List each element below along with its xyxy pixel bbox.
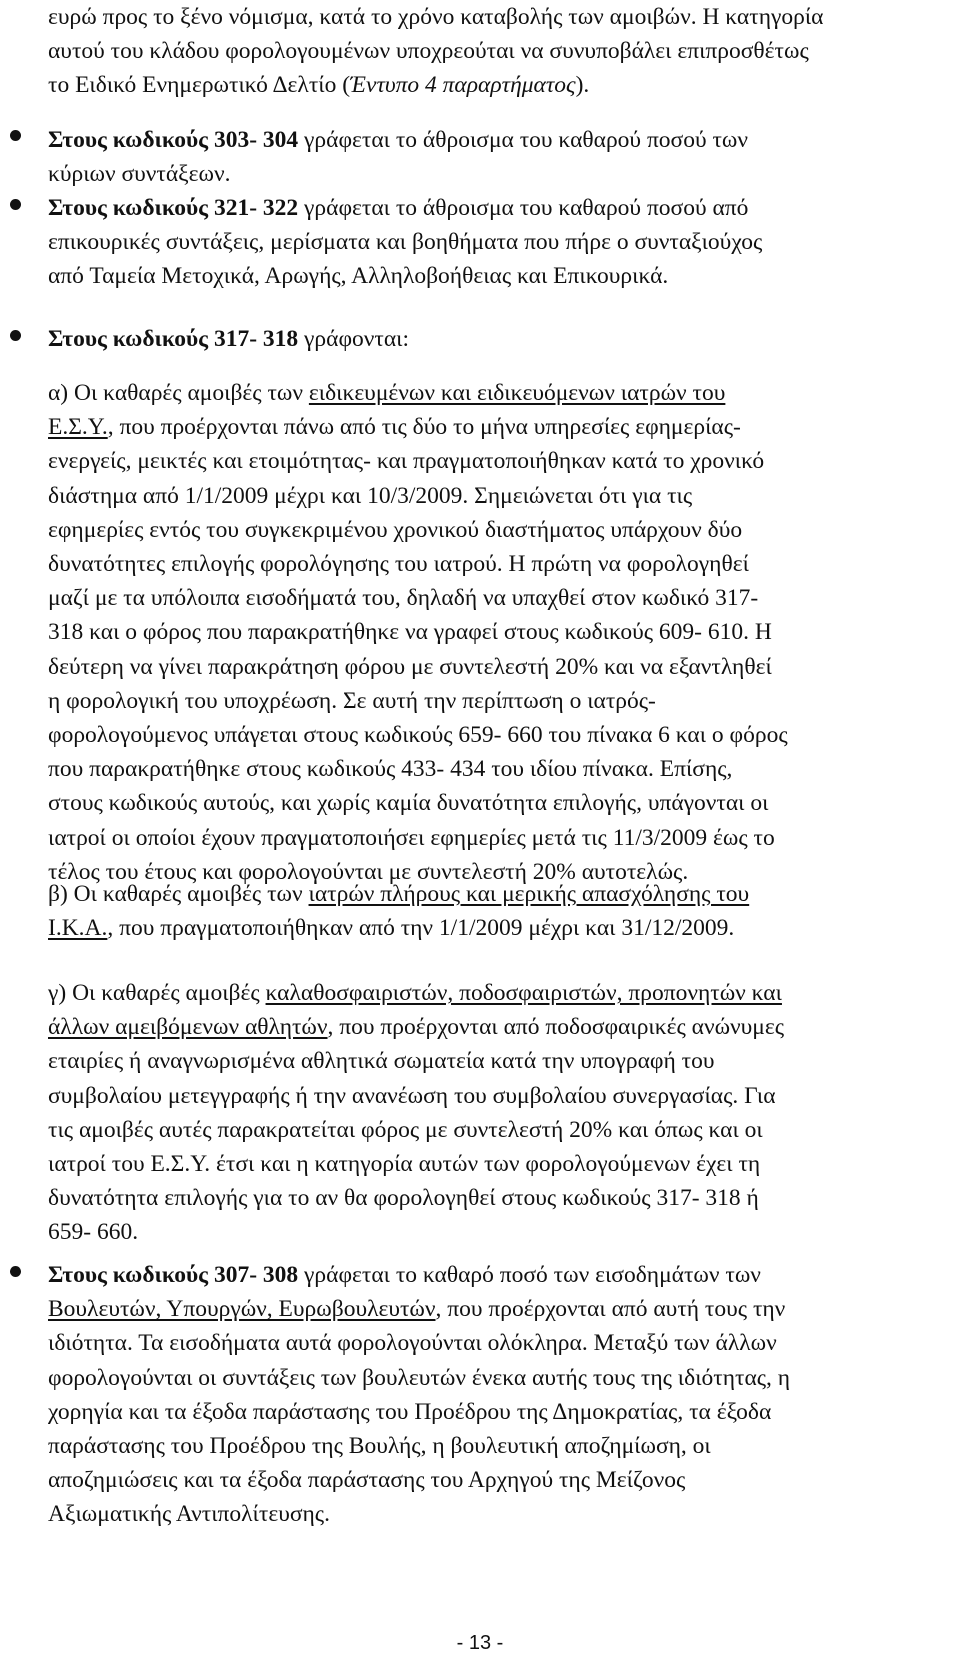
bullet-icon xyxy=(10,330,21,341)
text-line: χορηγία και τα έξοδα παράστασης του Προέδρου της Δημοκρατίας, τα έξοδα xyxy=(48,1398,772,1425)
intro-paragraph xyxy=(48,0,928,103)
text-line: αυτού του κλάδου φορολογουμένων υποχρεούται να συνυποβάλει επιπροσθέτως xyxy=(48,38,809,65)
text-line: συμβολαίου μετεγγραφής ή την ανανέωση του συμβολαίου συνεργασίας. Για xyxy=(48,1082,776,1109)
text-line: φορολογούνται οι συντάξεις των βουλευτών ένεκα αυτής τους της ιδιότητας, η xyxy=(48,1364,791,1391)
text-line: Στους κωδικούς 307- 308 γράφεται το καθαρό ποσό των εισοδημάτων των xyxy=(48,1262,761,1288)
bold-heading: Στους κωδικούς 317- 318 xyxy=(48,326,299,352)
text-line: ενεργείς, μεικτές και ετοιμότητας- και πραγματοποιήθηκαν κατά το χρονικό xyxy=(48,448,765,475)
text-line: εφημερίες εντός του συγκεκριμένου χρονικού διαστήματος υπάρχουν δύο xyxy=(48,516,743,543)
text-line: παράστασης του Προέδρου της Βουλής, η βουλευτική αποζημίωση, οι xyxy=(48,1433,711,1460)
text-line: μαζί με τα υπόλοιπα εισοδήματά του, δηλαδή να υπαχθεί στον κωδικό 317- xyxy=(48,585,759,612)
text-line: Στους κωδικούς 321- 322 γράφεται το άθροισμα του καθαρού ποσού από xyxy=(48,195,749,221)
bold-heading: Στους κωδικούς 321- 322 xyxy=(48,195,299,221)
bullet-codes-307-308 xyxy=(48,1258,928,1532)
sub-paragraph-b xyxy=(48,877,928,945)
text-line: Στους κωδικούς 317- 318 γράφονται: xyxy=(48,326,410,352)
page-number: - 13 - xyxy=(456,1632,504,1654)
text-line: 318 και ο φόρος που παρακρατήθηκε να γραφεί στους κωδικούς 609- 610. Η xyxy=(48,619,772,646)
text-line: α) Οι καθαρές αμοιβές των ειδικευμένων και ειδικευόμενων ιατρών του xyxy=(48,380,726,406)
bold-heading: Στους κωδικούς 307- 308 xyxy=(48,1262,299,1288)
text-line: φορολογούμενος υπάγεται στους κωδικούς 659- 660 του πίνακα 6 και ο φόρος xyxy=(48,722,788,749)
text-line: δυνατότητες επιλογής φορολόγησης του ιατρού. Η πρώτη να φορολογηθεί xyxy=(48,551,749,578)
bullet-icon xyxy=(10,1266,21,1277)
sub-paragraph-a xyxy=(48,376,928,889)
text-line: στους κωδικούς αυτούς, και χωρίς καμία δυνατότητα επιλογής, υπάγονται οι xyxy=(48,790,769,817)
text-line: από Ταμεία Μετοχικά, Αρωγής, Αλληλοβοήθειας και Επικουρικά. xyxy=(48,263,669,290)
bullet-icon xyxy=(10,199,21,210)
text-line: ιδιότητα. Τα εισοδήματα αυτά φορολογούνται ολόκληρα. Μεταξύ των άλλων xyxy=(48,1330,777,1357)
text-line: Ι.Κ.Α., που πραγματοποιήθηκαν από την 1/1/2009 μέχρι και 31/12/2009. xyxy=(48,915,735,942)
text-line: αποζημιώσεις και τα έξοδα παράστασης του Αρχηγού της Μείζονος xyxy=(48,1467,686,1494)
text-line: που παρακρατήθηκε στους κωδικούς 433- 434 του ιδίου πίνακα. Επίσης, xyxy=(48,756,733,783)
text-line: τέλος του έτους και φορολογούνται με συντελεστή 20% αυτοτελώς. xyxy=(48,858,689,885)
text-line: ευρώ προς το ξένο νόμισμα, κατά το χρόνο καταβολής των αμοιβών. Η κατηγορία xyxy=(48,4,824,30)
text-line: η φορολογική του υποχρέωση. Σε αυτή την περίπτωση ο ιατρός- xyxy=(48,687,656,714)
text-line: εταιρίες ή αναγνωρισμένα αθλητικά σωματεία κατά την υπογραφή του xyxy=(48,1048,715,1075)
text-line: Βουλευτών, Υπουργών, Ευρωβουλευτών, που προέρχονται από αυτή τους την xyxy=(48,1296,786,1323)
text-line: Αξιωματικής Αντιπολίτευσης. xyxy=(48,1501,330,1528)
bullet-icon xyxy=(10,130,21,141)
text-line: το Ειδικό Ενημερωτικό Δελτίο (Έντυπο 4 παραρτήματος). xyxy=(48,72,590,99)
text-line: Στους κωδικούς 303- 304 γράφεται το άθροισμα του καθαρού ποσού των xyxy=(48,127,749,153)
bold-heading: Στους κωδικούς 303- 304 xyxy=(48,127,299,153)
bullet-codes-303-304 xyxy=(48,123,928,191)
text-line: κύριων συντάξεων. xyxy=(48,161,231,188)
text-line: επικουρικές συντάξεις, μερίσματα και βοηθήματα που πήρε ο συνταξιούχος xyxy=(48,229,763,256)
text-line: δυνατότητα επιλογής για το αν θα φορολογηθεί στους κωδικούς 317- 318 ή xyxy=(48,1185,759,1212)
text-line: τις αμοιβές αυτές παρακρατείται φόρος με συντελεστή 20% και όπως και οι xyxy=(48,1116,763,1143)
text-line: β) Οι καθαρές αμοιβές των ιατρών πλήρους και μερικής απασχόλησης του xyxy=(48,881,750,907)
text-line: γ) Οι καθαρές αμοιβές καλαθοσφαιριστών, ποδοσφαιριστών, προπονητών και xyxy=(48,980,782,1006)
text-line: άλλων αμειβόμενων αθλητών, που προέρχονται από ποδοσφαιρικές ανώνυμες xyxy=(48,1014,785,1041)
sub-paragraph-c xyxy=(48,976,928,1250)
text-line: Ε.Σ.Υ., που προέρχονται πάνω από τις δύο το μήνα υπηρεσίες εφημερίας- xyxy=(48,414,741,441)
text-line: ιατροί οι οποίοι έχουν πραγματοποιήσει εφημερίες μετά τις 11/3/2009 έως το xyxy=(48,824,775,851)
text-line: 659- 660. xyxy=(48,1219,139,1246)
text-line: ιατροί του Ε.Σ.Υ. έτσι και η κατηγορία αυτών των φορολογούμενων έχει τη xyxy=(48,1151,761,1178)
text-line: δεύτερη να γίνει παρακράτηση φόρου με συντελεστή 20% και να εξαντληθεί xyxy=(48,653,772,680)
text-line: διάστημα από 1/1/2009 μέχρι και 10/3/2009. Σημειώνεται ότι για τις xyxy=(48,482,693,509)
bullet-codes-317-318 xyxy=(48,322,928,356)
bullet-codes-321-322 xyxy=(48,191,928,294)
